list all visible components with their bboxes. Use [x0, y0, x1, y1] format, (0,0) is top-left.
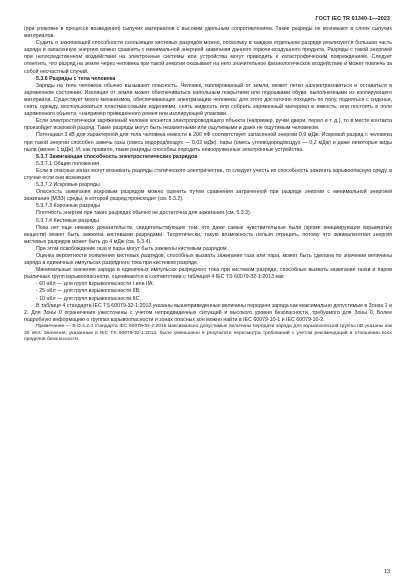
paragraph: Оценка вероятности появления кистевых разрядов, способных вызвать зажигание газа или пара, может быть сделана по значении величины заряда в единичных импульсах разрядного тока при кистевом разряде.: [24, 253, 392, 267]
paragraph: При этом освобождение газа и пары могут быть зажжены кистевым разрядом.: [36, 245, 228, 252]
document-body: [24, 26, 392, 344]
paragraph: Минимальные значения заряда в единичных импульсах разрядного тока при кистевом разряде, способных вызвать зажигание газов и паров различных групп взрывоопасности, оцениваются в соответствии с таблицей 4 IEC TS 60079-32-1:2013 как:: [24, 267, 392, 281]
note-paragraph: Примечание — В D.4.2.4 стандарта IEC 60079-32-2:2015 максимально допустимые величины передачи заряда для взрывоопасной группы IIB указаны как 30 нКл. Значения, указанные в IEC TS 60079-32-1:2013, было уменьшено в результате пересмотра требований с учетом рекомендаций в отношении всех пределов безопасности.: [24, 323, 392, 343]
paragraph: Пока нет еще никаких доказательств, свидетельствующих том, что даже самые чувствительные пыли (кроме инициирующих взрывчатых веществ) может быть зажжена кистевыми разрядами. Теоретически, такую возможность нельзя отрицать, потому что эквивалентная энергия кистевых разрядов может быть до 4 мДж (см. 5.3.4).: [24, 224, 392, 245]
paragraph: Опасность зажигания искровым разрядом можно оценить путем сравнения затраченной при разряде энергии с минимальной энергией зажигания (МЭЗ) среды, в которой разряд происходит (см. 5.3.2).: [24, 189, 392, 203]
list-item: - 10 нКл — для групп взрывоопасности IIC.: [36, 295, 141, 302]
paragraph: Если в опасных зонах могут возникать разряды статического электричества, то следует учесть их способность зажигать взрывоопасную среду, в случае если они возникают.: [24, 167, 392, 181]
paragraph: Если электростатически заряженный человек коснется электропроводящего объекта (например, ручки двери, перил и т. д.), то в месте контакта произойдет искровой разряд. Такие разряды могут быть незаметными или ощутимыми и даже не ощутимым человеком.: [24, 118, 392, 132]
paragraph: Плотность энергии при таких разрядах обычно не достаточна для зажигания (см. 5.3.3).: [36, 210, 252, 217]
paragraph: (при упаковке в процессе возведения) сыпучих материалов с высоким удельным сопротивлением. Такие разряды не возникают в слоях сыпучих материалов.: [24, 26, 392, 40]
list-item: - 25 нКл — для групп взрывоопасности IIB;: [36, 288, 141, 295]
paragraph: Заряды на теле человека обычно вызывают опасность. Человек, изолированный от земли, может легко наэлектризоваться и оставаться в заряженном состоянии. Изоляция от земли может обеспечиваться напольным покрытием или подошвами обуви, выполненными из изолирующего материала. Существует много механизмов, обеспечивающих электризацию человека: для этого достаточно походить по полу, подняться с сиденья, снять одежду, воспользоваться пластмассовыми изделиями, снять жидкость или собрать заряженный материал в емкость, или постоять в поле заряженного объекта, «например приведенного ремня или изолирующей упаковки.: [24, 82, 392, 118]
paragraph: Судить о зажигающей способности скользящих кистевых разрядов можно, поскольку в каждом отдельном разряде реализуется большая часть заряда и запасенную энергию можно сравнить с минимальной энергией зажигания данного горюче-воздушного продукта. Разряды с такой энергией при непосредственном воздействии на электронные системы или устройства могут приводить к катастрофическим повреждениям. Следует отметить, что разряд на земле через человека при такой энергии оказывает на него значительное физиологическое воздействие и может повлечь за собой несчастный случай.: [24, 40, 392, 75]
subsection-heading: 5.3.7.1 Общие положения: [36, 160, 99, 167]
subsection-heading: 5.3.7.3 Коронные разряды: [36, 203, 101, 210]
page-number: 13: [384, 569, 390, 575]
section-heading: 5.3.7 Зажигающая способность электростатических разрядов: [36, 153, 198, 160]
subsection-heading: 5.3.7.2 Искровые разряды: [36, 182, 100, 189]
subsection-heading: 5.3.7.4 Кистевые разряды: [36, 217, 100, 224]
paragraph: В таблице 4 стандарта IEC TS 60079-32-1:2013 указаны вышеприведенные величины передачи заряда как максимально допустимые в Зонах 1 и 2. Для Зоны 0 ограничения ужесточены с учетом непредвиденных ситуаций и высокого уровня безопасности, требуемого для Зоны 0. Более подробную информацию о группах взрывоопасности и зонах опасных зон можно найти в IEC 60079-10-1 и IEC 60079-10-2.: [24, 302, 392, 323]
list-item: - 60 нКл — для групп взрывоопасности I или IIA;: [36, 281, 154, 288]
doc-header: ГОСТ IEC TR 61340-1—2023: [315, 16, 390, 22]
paragraph: Потенциал 3 кВ для характерной для тела человека емкости в 200 пФ соответствует запасенной энергии 0,9 мДж. Искровой разряд с человека при такой энергии способен зажечь газы (смесь водород/воздух — 0,02 мДж), пары (смесь углеводород/воздух — 0,2 мДж) и даже некоторые виды пыли (менее 1 мДж). И, как правило, такие разряды способны породить невооруженные электронные устройства.: [24, 132, 392, 153]
section-heading: 5.3.6 Разряды с тела человека: [36, 75, 116, 82]
